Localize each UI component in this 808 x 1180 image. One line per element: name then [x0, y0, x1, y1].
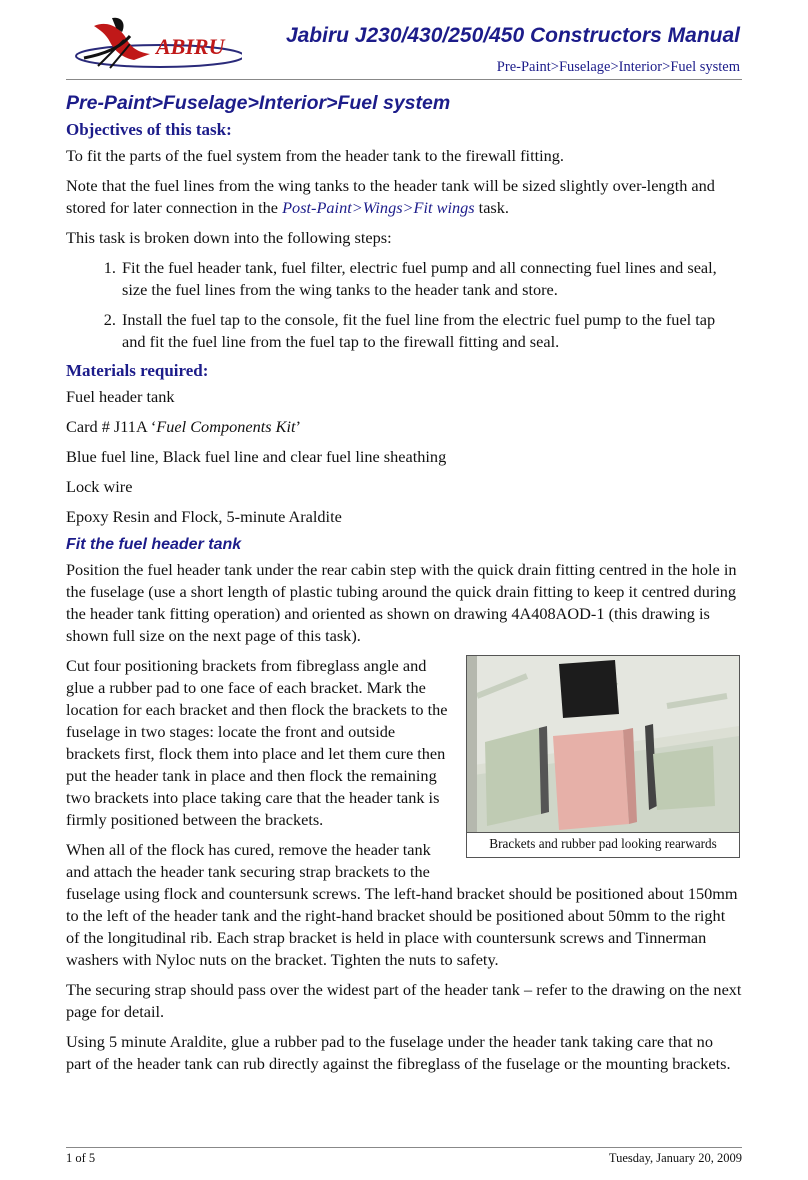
paragraph-strap-brackets: When all of the flock has cured, remove the header tank and attach the header tank securing strap brackets to the fuselage using flock and countersunk screws. The left-hand bracket should be positioned about 150mm to the left of the header tank and the right-hand bracket should be positioned about 50mm to the right of the longitudinal rib. Each strap bracket is held in place with countersunk screws and Tinnerman washers with Nyloc nuts on the bracket. Tighten the nuts to safety. [66, 840, 738, 969]
note-text-start: Note that the fuel lines from the wing tanks to the header tank will be sized slightly over-length and stored for later connection in the [66, 176, 715, 217]
paragraph-cut-brackets: Cut four positioning brackets from fibreglass angle and glue a rubber pad to one face of each bracket. Mark the location for each bracket and then flock the brackets to the fuselage in two stages: locate the front and outside brackets first, flock them into place and let them cure then put the header tank in place and then flock the remaining two brackets into place taking care that the header tank is firmly positioned between the brackets. [66, 656, 448, 829]
page-title: Pre-Paint>Fuselage>Interior>Fuel system [66, 92, 451, 114]
header-divider [66, 79, 742, 80]
material-kit-name: Fuel Components Kit [156, 417, 296, 436]
svg-text:ABIRU: ABIRU [156, 34, 225, 59]
paragraph-securing-strap: The securing strap should pass over the widest part of the header tank – refer to the drawing on the next page for detail. [66, 980, 742, 1021]
jabiru-logo [64, 14, 242, 74]
note-paragraph [66, 175, 742, 219]
material-item-4: Lock wire [66, 477, 133, 496]
task-link-fit-wings[interactable]: Post-Paint>Wings>Fit wings [282, 198, 475, 217]
note-text-end: task. [474, 198, 509, 217]
steps-list [66, 257, 742, 353]
objective-text: To fit the parts of the fuel system from the header tank to the firewall fitting. [66, 146, 565, 165]
footer-divider [66, 1147, 742, 1148]
step-item-2: 2. Install the fuel tap to the console, fit the fuel line from the electric fuel pump to the fuel tap and fit the fuel line from the fuel tap to the firewall fitting and seal. [120, 309, 742, 353]
material-item-1: Fuel header tank [66, 387, 175, 406]
page-content [66, 92, 742, 1083]
material-card-prefix: Card # J11A ‘ [66, 417, 157, 436]
manual-title: Jabiru J230/430/250/450 Constructors Manual [285, 24, 740, 47]
material-item-5: Epoxy Resin and Flock, 5-minute Araldite [66, 507, 342, 526]
footer-date: Tuesday, January 20, 2009 [608, 1151, 742, 1165]
paragraph-rubber-pad: Using 5 minute Araldite, glue a rubber pad to the fuselage under the header tank taking care that no part of the header tank can rub directly against the fibreglass of the fuselage or the mounting brackets. [66, 1032, 731, 1073]
paragraph-position-tank: Position the fuel header tank under the rear cabin step with the quick drain fitting centred in the hole in the fuselage (use a short length of plastic tubing around the quick drain fitting to keep it centred during the header tank fitting operation) and oriented as shown on drawing 4A408AOD-1 (this drawing is shown full size on the next page of this task). [66, 560, 737, 645]
steps-intro: This task is broken down into the following steps: [66, 228, 392, 247]
page-number: 1 of 5 [66, 1151, 96, 1165]
brackets-photo [467, 656, 739, 832]
material-card-suffix: ’ [295, 417, 302, 436]
header-breadcrumb: Pre-Paint>Fuselage>Interior>Fuel system [496, 59, 740, 75]
material-item-3: Blue fuel line, Black fuel line and clear fuel line sheathing [66, 447, 447, 466]
photo-figure [466, 655, 740, 858]
section-heading: Fit the fuel header tank [66, 536, 242, 553]
objectives-heading: Objectives of this task: [66, 120, 232, 139]
step-item-1: 1. Fit the fuel header tank, fuel filter, electric fuel pump and all connecting fuel lines and seal, size the fuel lines from the wing tanks to the header tank and store. [120, 257, 742, 301]
material-item-2 [66, 416, 742, 438]
materials-heading: Materials required: [66, 361, 209, 380]
figure-caption: Brackets and rubber pad looking rearwards [467, 832, 739, 857]
